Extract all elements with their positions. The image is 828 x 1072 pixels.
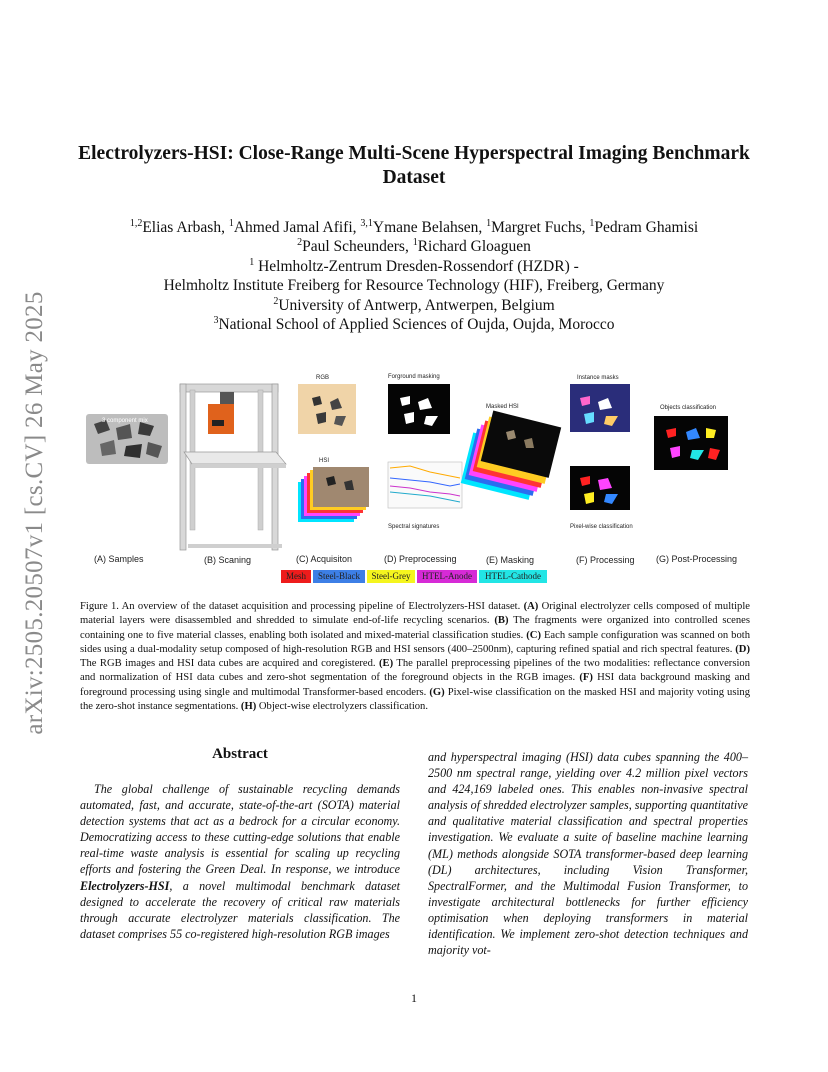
- foreground-mask-image: [388, 384, 450, 434]
- affiliation-sup: 2: [273, 295, 279, 307]
- legend-steel-grey: Steel-Grey: [367, 570, 415, 583]
- caption-label: (E): [379, 658, 394, 670]
- figure-1: [80, 368, 760, 590]
- author-sup: 1: [486, 217, 492, 229]
- abstract-text: The global challenge of sustainable recycling demands automated, fast, and accurate, state-of-the-art (SOTA) material detection systems that act as a bedrock for a circular economy. Democratizing access to these cutting-edge solutions that enable real-time waste analysis is essential for scaling up recycling efforts and fostering the Green Deal. In response, we introduce: [80, 782, 400, 877]
- affiliation-3: [100, 315, 728, 334]
- author-sup: 1: [412, 237, 418, 249]
- paper-title: Electrolyzers-HSI: Close-Range Multi-Scene Hyperspectral Imaging Benchmark Dataset: [78, 143, 750, 188]
- legend-mesh: Mesh: [281, 570, 311, 583]
- legend-steel-black: Steel-Black: [313, 570, 365, 583]
- stage-label: (F) Processing: [576, 555, 635, 565]
- affiliation-text: National School of Applied Sciences of Oujda, Oujda, Morocco: [218, 316, 615, 334]
- author-name: Pedram Ghamisi: [594, 219, 699, 236]
- caption-label: (F): [579, 672, 593, 684]
- author-name: Elias Arbash,: [142, 219, 229, 236]
- stage-label: (B) Scaning: [204, 555, 252, 565]
- spectral-signatures-plot: [388, 462, 462, 508]
- stage-label: (A) Samples: [94, 554, 144, 564]
- author-line-1: [100, 218, 728, 237]
- caption-text: Object-wise electrolyzers classification.: [256, 701, 428, 713]
- figure-label-hsi: HSI: [319, 458, 330, 464]
- affiliation-2: [100, 296, 728, 315]
- stage-label: (E) Masking: [486, 555, 535, 565]
- figure-label-sample-mix: 3 component mix: [102, 418, 148, 424]
- affiliation-sup: 3: [213, 314, 219, 326]
- caption-label: (A): [523, 601, 539, 612]
- figure-label-masked-hsi: Masked HSI: [486, 404, 519, 410]
- caption-text: Figure 1. An overview of the dataset acquisition and processing pipeline of Electrolyzers-HSI dataset.: [80, 601, 524, 612]
- figure-label-pixel-wise: Pixel-wise classification: [570, 524, 633, 530]
- author-line-2: [100, 237, 728, 256]
- caption-text: The RGB images and HSI data cubes are acquired and coregistered.: [80, 658, 379, 670]
- figure-label-rgb: RGB: [316, 375, 330, 381]
- author-sup: 1: [228, 217, 234, 229]
- caption-text: HSI data background masking and foreground processing using single and multimodal Transformer-based encoders.: [80, 672, 750, 698]
- dataset-name: Electrolyzers-HSI: [80, 878, 170, 893]
- affiliation-sup: 1: [249, 256, 255, 268]
- affiliation-text: Helmholtz-Zentrum Dresden-Rossendorf (HZDR) -: [254, 257, 579, 275]
- caption-label: (H): [240, 701, 257, 713]
- caption-label: (G): [429, 686, 445, 698]
- stage-label: (D) Preprocessing: [384, 554, 457, 564]
- masked-hsi-image: [461, 411, 562, 500]
- abstract-heading: Abstract: [212, 746, 268, 762]
- objects-classification-image: [654, 416, 728, 470]
- figure-label-foreground: Forground masking: [388, 374, 440, 380]
- author-sup: 1,2: [129, 217, 143, 229]
- affiliation-1: [100, 257, 728, 276]
- stage-label: (G) Post-Processing: [656, 554, 738, 564]
- caption-text: Pixel-wise classification on the masked HSI and majority voting using the zero-shot instance segmentations.: [80, 686, 750, 713]
- author-name: Paul Scheunders,: [302, 238, 413, 256]
- caption-label: (B): [494, 615, 509, 627]
- scanning-rig-image: [180, 384, 286, 550]
- author-name: Richard Gloaguen: [417, 238, 531, 256]
- arxiv-stamp: arXiv:2505.20507v1 [cs.CV] 26 May 2025: [21, 291, 48, 735]
- author-sup: 1: [589, 217, 595, 229]
- caption-text: The parallel preprocessing pipelines of the two modalities: reflectance conversion and normalization of HSI data cubes and zero-shot segmentation of the foreground objects in the RGB images.: [80, 658, 750, 684]
- author-name: Ymane Belahsen,: [372, 219, 487, 236]
- author-block: [100, 218, 728, 334]
- rgb-image: [298, 384, 356, 434]
- figure-label-objects-classification: Objects classification: [660, 405, 717, 411]
- instance-masks-image: [570, 384, 630, 432]
- affiliation-text: University of Antwerp, Antwerpen, Belgium: [278, 296, 555, 314]
- figure-label-spectral-signatures: Spectral signatures: [388, 524, 440, 530]
- figure-caption: [80, 600, 750, 714]
- caption-label: (C): [526, 629, 541, 641]
- legend-htel-anode: HTEL-Anode: [417, 570, 477, 583]
- affiliation-1-line-2: Helmholtz Institute Freiberg for Resource Technology (HIF), Freiberg, Germany: [163, 277, 665, 295]
- caption-label: (D): [735, 643, 750, 655]
- caption-text: Original electrolyzer cells composed of multiple material layers were disassembled and shredded to simulate end-of-life recycling scenarios.: [80, 601, 750, 627]
- caption-text: The fragments were organized into controlled scenes containing one to five material classes, enabling both isolated and mixed-material classification studies.: [80, 615, 750, 641]
- author-name: Margret Fuchs,: [491, 219, 590, 236]
- abstract-right-column: and hyperspectral imaging (HSI) data cubes spanning the 400–2500 nm spectral range, yielding over 4.2 million pixel vectors and 424,169 labeled ones. This enables non-invasive spectral analysis of shredded electrolyzer samples, supporting quantitative and qualitative material classification and spectral properties investigation. We evaluate a suite of baseline machine learning (ML) methods alongside SOTA transformer-based deep learning (DL) architectures, including Vision Transformer, SpectralFormer, and the Multimodal Fusion Transformer, to investigate architectural bottlenecks for further efficiency optimisation when deploying transformers in material identification. We implement zero-shot detection techniques and majority vot-: [428, 750, 748, 958]
- page-number: 1: [411, 991, 417, 1005]
- legend-htel-cathode: HTEL-Cathode: [479, 570, 547, 583]
- caption-text: Each sample configuration was scanned on both sides using a dual-modality setup composed of high-resolution RGB and HSI sensors (400–2500nm), capturing refined spatial and rich spectral features.: [80, 629, 750, 655]
- hsi-cube-image: [298, 467, 369, 522]
- abstract-left-column: [80, 781, 400, 942]
- author-sup: 2: [297, 237, 303, 249]
- author-sup: 3,1: [360, 217, 373, 229]
- stage-label: (C) Acquisiton: [296, 554, 353, 564]
- author-name: Ahmed Jamal Afifi,: [233, 219, 361, 236]
- pixel-wise-classification-image: [570, 466, 630, 510]
- figure-label-instance-masks: Instance masks: [577, 375, 619, 381]
- abstract-text: , a novel multimodal benchmark dataset designed to accelerate the recovery of critical raw materials through accurate electrolyzer materials classification. The dataset comprises 55 co-registered high-resolution RGB images: [80, 878, 400, 941]
